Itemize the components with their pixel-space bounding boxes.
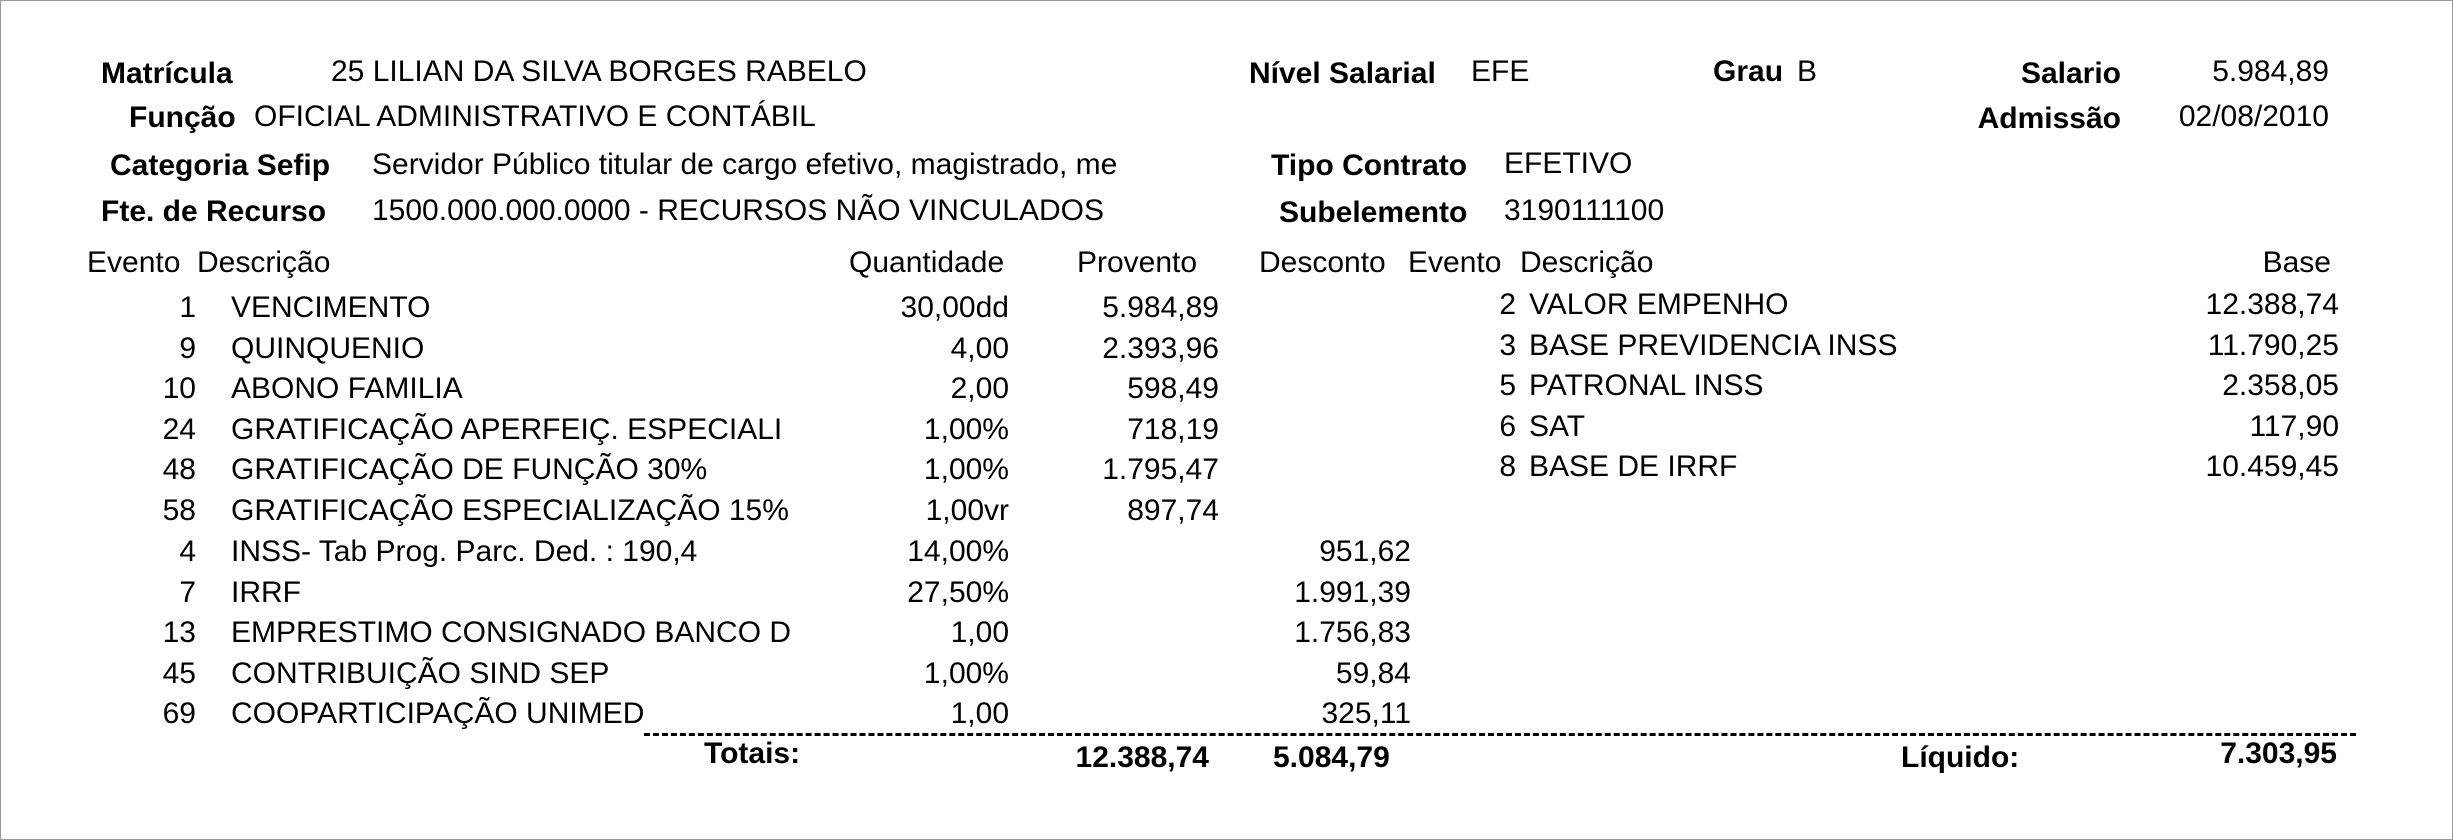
subelemento-label: Subelemento (1279, 196, 1468, 229)
categoria-sefip-value: Servidor Público titular de cargo efetivo, magistrado, me (372, 148, 1118, 181)
base-code: 3 (1499, 329, 1516, 362)
grau-label: Grau (1713, 55, 1784, 88)
base-code: 8 (1499, 450, 1516, 483)
col-provento-header: Provento (1077, 246, 1198, 279)
event-quantity: 2,00 (950, 372, 1009, 405)
event-description: GRATIFICAÇÃO DE FUNÇÃO 30% (231, 453, 708, 486)
base-value: 117,90 (2249, 410, 2339, 443)
event-description: QUINQUENIO (231, 332, 425, 365)
liquido-value: 7.303,95 (2220, 737, 2337, 770)
event-description: ABONO FAMILIA (231, 372, 463, 405)
base-code: 6 (1499, 410, 1516, 443)
base-description: PATRONAL INSS (1529, 369, 1764, 402)
col-desconto-header: Desconto (1259, 246, 1386, 279)
base-description: VALOR EMPENHO (1529, 288, 1789, 321)
col-evento2-header: Evento (1408, 246, 1502, 279)
totals-divider (644, 733, 2356, 736)
admissao-label: Admissão (1977, 102, 2121, 135)
matricula-label: Matrícula (101, 57, 233, 90)
event-description: IRRF (231, 576, 301, 609)
base-value: 2.358,05 (2222, 369, 2339, 402)
event-desconto: 951,62 (1319, 535, 1411, 568)
col-evento-header: Evento (87, 246, 181, 279)
event-quantity: 1,00% (923, 453, 1009, 486)
total-descontos: 5.084,79 (1273, 741, 1390, 774)
base-value: 10.459,45 (2205, 450, 2339, 483)
total-proventos: 12.388,74 (1075, 741, 1209, 774)
funcao-label: Função (129, 101, 236, 134)
matricula-value: 25 LILIAN DA SILVA BORGES RABELO (331, 55, 867, 88)
fonte-recurso-value: 1500.000.000.0000 - RECURSOS NÃO VINCULADOS (372, 194, 1104, 227)
nivel-salarial-value: EFE (1471, 55, 1530, 88)
event-code: 69 (162, 697, 196, 730)
event-desconto: 325,11 (1321, 697, 1411, 730)
event-description: COOPARTICIPAÇÃO UNIMED (231, 697, 645, 730)
liquido-label: Líquido: (1901, 741, 2020, 774)
subelemento-value: 3190111100 (1504, 194, 1665, 227)
event-code: 48 (162, 453, 196, 486)
event-quantity: 1,00 (950, 616, 1009, 649)
col-descricao2-header: Descrição (1520, 246, 1654, 279)
event-quantity: 1,00% (923, 657, 1009, 690)
base-description: SAT (1529, 410, 1586, 443)
event-desconto: 1.756,83 (1294, 616, 1411, 649)
base-value: 11.790,25 (2207, 329, 2339, 362)
base-description: BASE DE IRRF (1529, 450, 1738, 483)
event-code: 58 (162, 494, 196, 527)
base-code: 2 (1499, 288, 1516, 321)
event-desconto: 1.991,39 (1294, 576, 1411, 609)
event-desconto: 59,84 (1335, 657, 1411, 690)
admissao-value: 02/08/2010 (2178, 100, 2329, 133)
event-quantity: 1,00% (923, 413, 1009, 446)
totais-label: Totais: (704, 737, 801, 770)
categoria-sefip-label: Categoria Sefip (110, 149, 331, 182)
event-code: 9 (179, 332, 196, 365)
event-quantity: 30,00dd (900, 291, 1009, 324)
event-code: 1 (179, 291, 196, 324)
event-description: VENCIMENTO (231, 291, 431, 324)
col-descricao-header: Descrição (197, 246, 331, 279)
event-provento: 598,49 (1127, 372, 1219, 405)
event-description: GRATIFICAÇÃO ESPECIALIZAÇÃO 15% (231, 494, 789, 527)
event-code: 7 (179, 576, 196, 609)
event-provento: 897,74 (1127, 494, 1219, 527)
tipo-contrato-value: EFETIVO (1504, 147, 1633, 180)
event-quantity: 27,50% (907, 576, 1009, 609)
grau-value: B (1797, 55, 1818, 88)
event-code: 24 (162, 413, 196, 446)
base-value: 12.388,74 (2205, 288, 2339, 321)
event-quantity: 1,00vr (925, 494, 1009, 527)
salario-value: 5.984,89 (2212, 55, 2329, 88)
event-code: 10 (162, 372, 196, 405)
col-base-header: Base (2262, 246, 2331, 279)
event-provento: 718,19 (1127, 413, 1219, 446)
event-description: GRATIFICAÇÃO APERFEIÇ. ESPECIALI (231, 413, 783, 446)
salario-label: Salario (2020, 57, 2121, 90)
event-code: 13 (162, 616, 196, 649)
event-provento: 5.984,89 (1102, 291, 1219, 324)
base-description: BASE PREVIDENCIA INSS (1529, 329, 1898, 362)
funcao-value: OFICIAL ADMINISTRATIVO E CONTÁBIL (254, 100, 816, 133)
nivel-salarial-label: Nível Salarial (1249, 57, 1436, 90)
event-provento: 2.393,96 (1102, 332, 1219, 365)
event-description: CONTRIBUIÇÃO SIND SEP (231, 657, 610, 690)
event-provento: 1.795,47 (1102, 453, 1219, 486)
base-code: 5 (1499, 369, 1516, 402)
event-description: EMPRESTIMO CONSIGNADO BANCO D (231, 616, 792, 649)
event-quantity: 1,00 (950, 697, 1009, 730)
event-quantity: 4,00 (950, 332, 1009, 365)
event-code: 45 (162, 657, 196, 690)
event-code: 4 (179, 535, 196, 568)
event-description: INSS- Tab Prog. Parc. Ded. : 190,4 (231, 535, 698, 568)
tipo-contrato-label: Tipo Contrato (1271, 149, 1468, 182)
event-quantity: 14,00% (907, 535, 1009, 568)
fonte-recurso-label: Fte. de Recurso (101, 195, 327, 228)
col-quantidade-header: Quantidade (849, 246, 1005, 279)
